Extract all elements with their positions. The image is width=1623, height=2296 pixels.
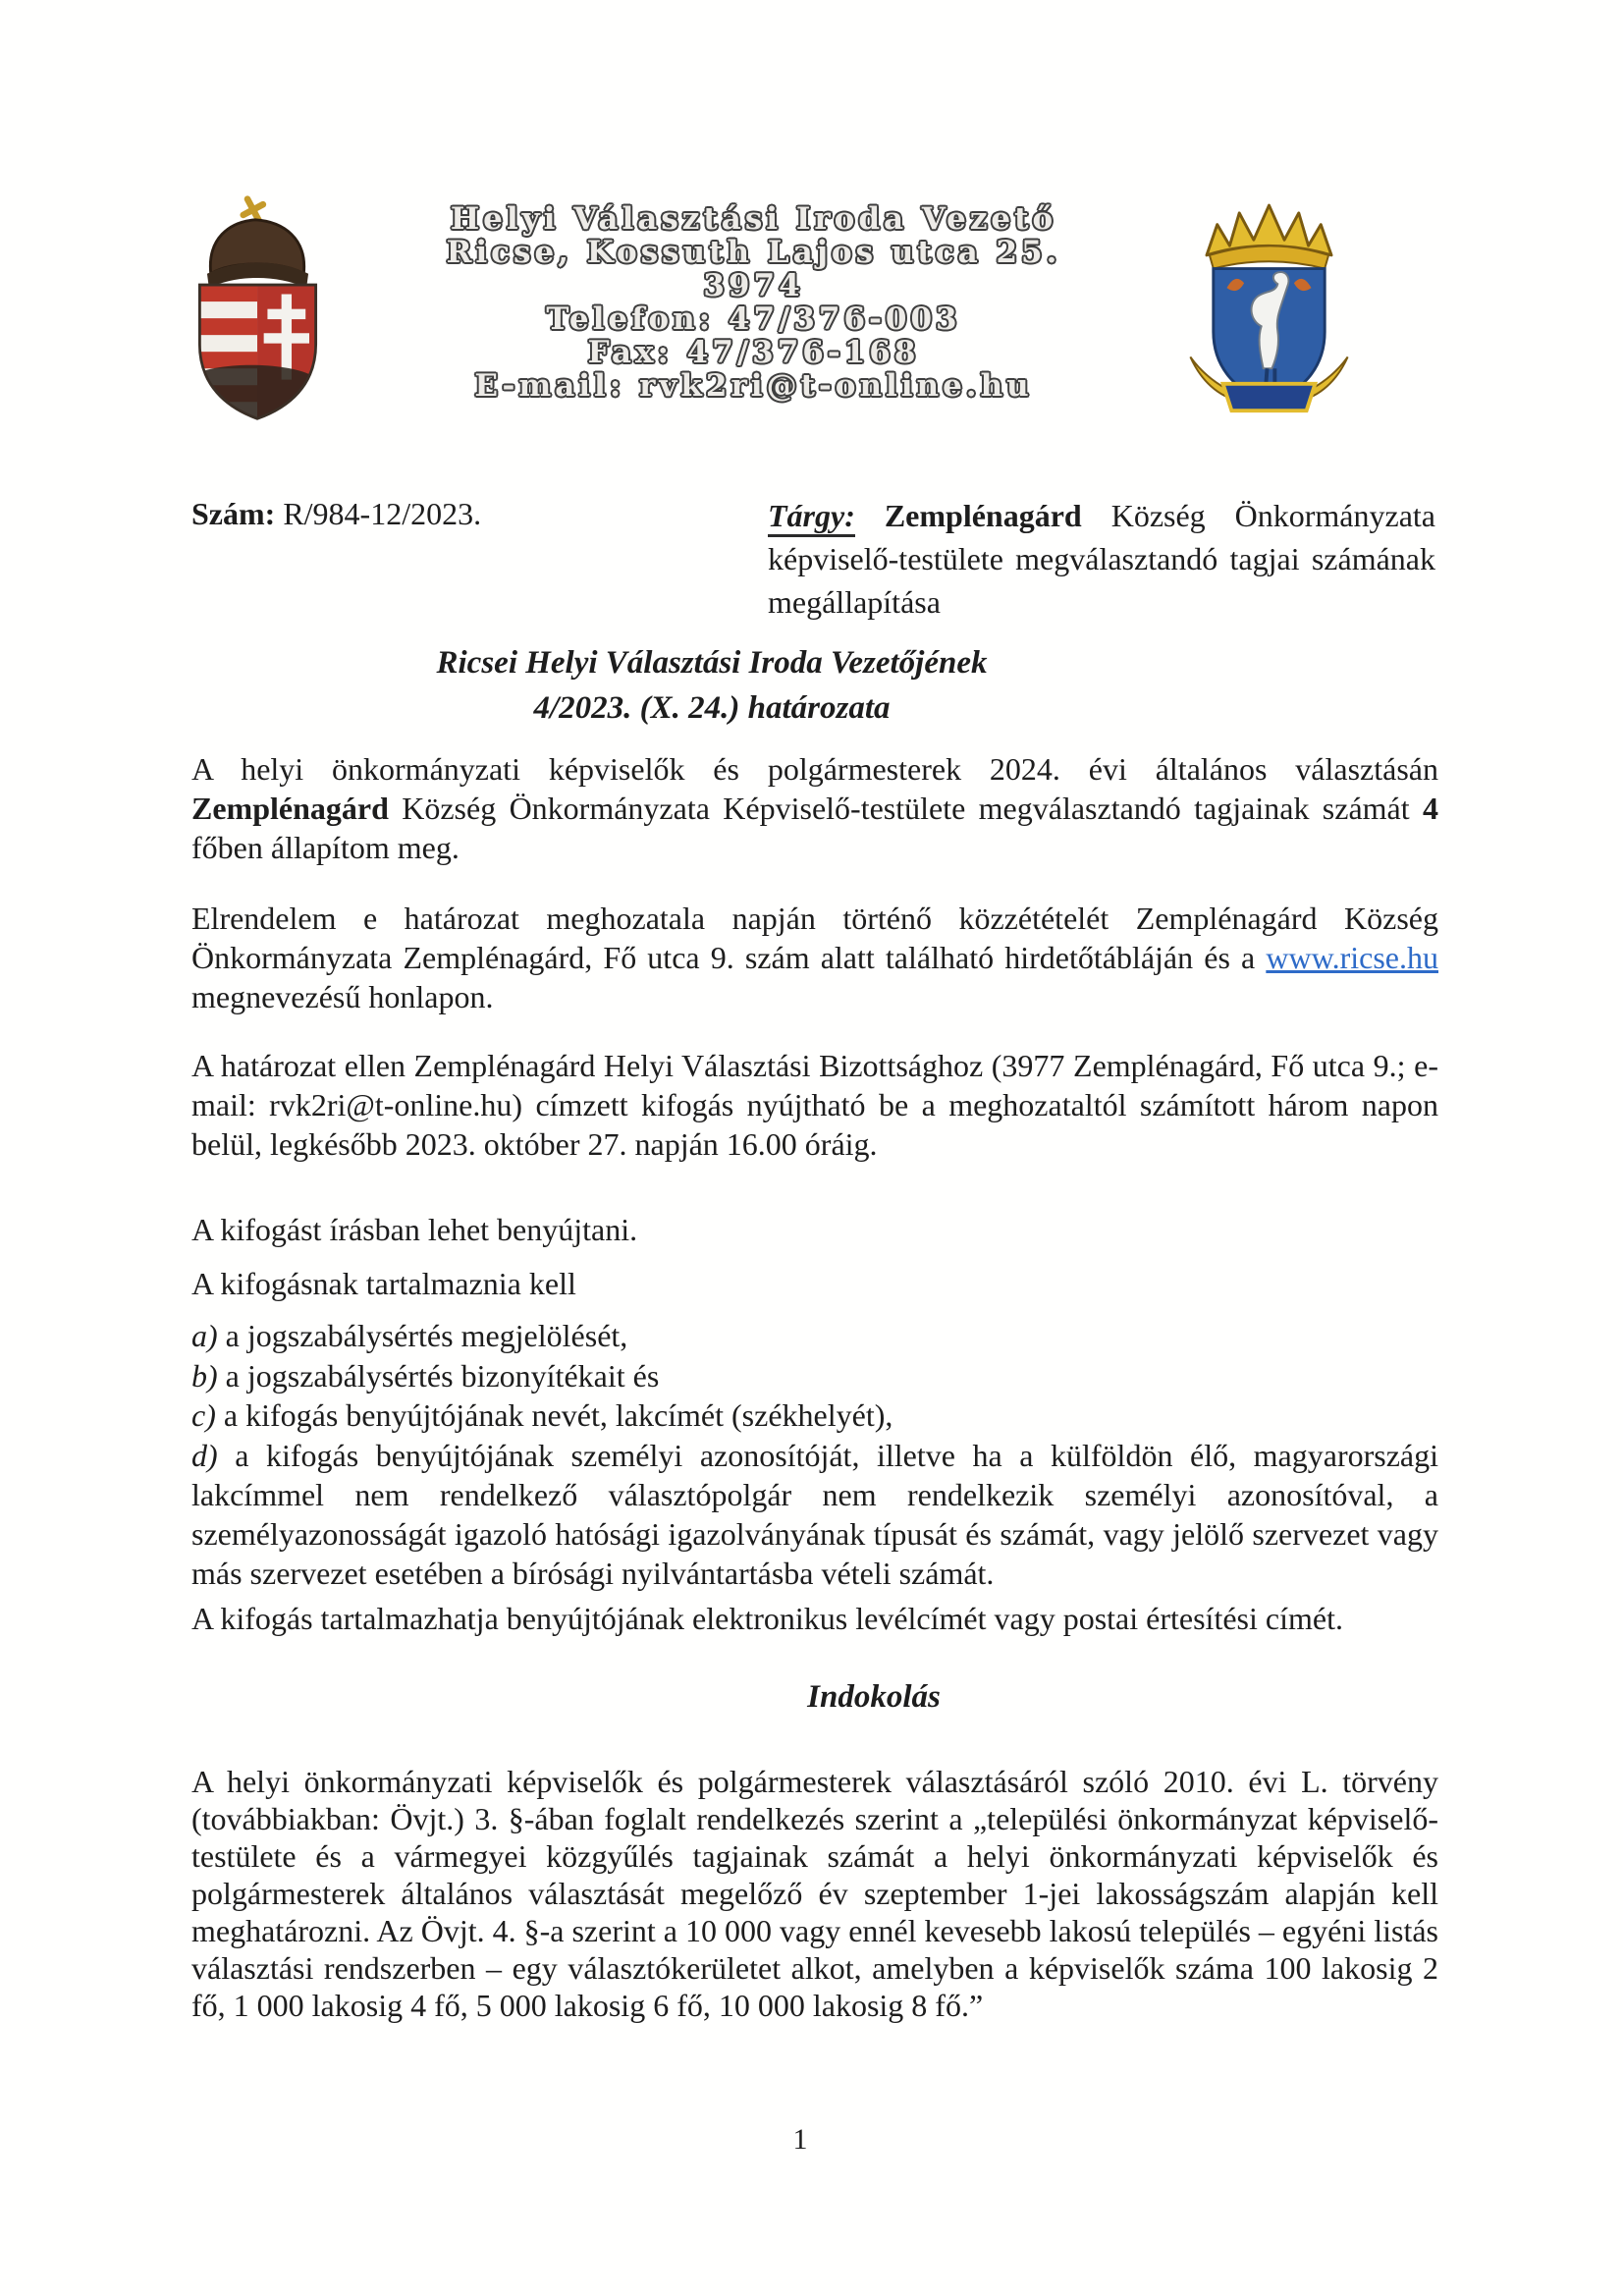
letterhead-office-title: Helyi Választási Iroda Vezető bbox=[450, 201, 1057, 237]
subject-block bbox=[768, 494, 1435, 624]
paragraph-decision-text: A helyi önkormányzati képviselők és polgármesterek 2024. évi általános választásán bbox=[191, 751, 1438, 787]
list-item-c-marker: c) bbox=[191, 1397, 216, 1433]
paragraph-decision bbox=[191, 749, 1438, 867]
letterhead-address: Ricse, Kossuth Lajos utca 25. bbox=[446, 235, 1061, 270]
reference-value: R/984-12/2023. bbox=[275, 496, 482, 531]
village-coat-of-arms-icon bbox=[1163, 194, 1375, 432]
list-item-a bbox=[191, 1316, 1438, 1355]
list-item-c bbox=[191, 1395, 1438, 1435]
paragraph-appeal: A határozat ellen Zemplénagárd Helyi Választási Bizottsághoz (3977 Zemplénagárd, Fő utca 9.; e-mail: rvk2ri@t-online.hu) címzett kifogás nyújtható be a meghozataltól számított három napon belül, legkésőbb 2023. október 27. napján 16.00 óráig. bbox=[191, 1048, 1438, 1162]
list-item-a-marker: a) bbox=[191, 1318, 218, 1353]
reference-label: Szám: bbox=[191, 496, 276, 531]
decision-title-line1: Ricsei Helyi Választási Iroda Vezetőjének bbox=[436, 645, 988, 681]
reference-number bbox=[191, 494, 481, 533]
decision-title-line2: 4/2023. (X. 24.) határozata bbox=[533, 690, 891, 726]
list-item-a-text: a jogszabálysértés megjelölését, bbox=[217, 1318, 628, 1353]
paragraph-publication bbox=[191, 899, 1438, 1016]
paragraph-decision-text3: főben állapítom meg. bbox=[191, 830, 460, 865]
list-item-d-marker: d) bbox=[191, 1438, 218, 1473]
section-heading-indokolas: Indokolás bbox=[807, 1679, 941, 1715]
list-item-c-text: a kifogás benyújtójának nevét, lakcímét (székhelyét), bbox=[215, 1397, 893, 1433]
subject-label: Tárgy: bbox=[768, 498, 855, 537]
letterhead-email: E-mail: rvk2ri@t-online.hu bbox=[474, 368, 1033, 404]
letterhead bbox=[358, 202, 1149, 403]
subject-municipality: Zemplénagárd bbox=[854, 498, 1082, 533]
letterhead-fax: Fax: 47/376-168 bbox=[587, 335, 920, 370]
list-item-b-text: a jogszabálysértés bizonyítékait és bbox=[217, 1358, 660, 1394]
subject-text: Község Önkormányzata képviselő-testülete megválasztandó tagjai számának megállapítása bbox=[768, 498, 1436, 620]
decision-title bbox=[88, 640, 1335, 731]
paragraph-decision-text2: Község Önkormányzata Képviselő-testülete megválasztandó tagjainak számát bbox=[388, 791, 1423, 826]
paragraph-written-form: A kifogást írásban lehet benyújtani. bbox=[191, 1212, 638, 1247]
list-item-d-text: a kifogás benyújtójának személyi azonosítóját, illetve ha a külföldön élő, magyarországi lakcímmel nem rendelkező választópolgár nem rendelkezik személyi azonosítóval, a személyazonosságát igazoló hatósági igazolványának típusát és számát, vagy jelölő szervezet vagy más szervezet esetében a bírósági nyilvántartásba vételi számát. bbox=[191, 1438, 1438, 1591]
paragraph-publication-text2: megnevezésű honlapon. bbox=[191, 979, 494, 1014]
list-item-b bbox=[191, 1356, 1438, 1395]
paragraph-decision-member-count: 4 bbox=[1423, 791, 1438, 826]
list-item-b-marker: b) bbox=[191, 1358, 218, 1394]
paragraph-justification: A helyi önkormányzati képviselők és polgármesterek választásáról szóló 2010. évi L. törvény (továbbiakban: Övjt.) 3. §-ában foglalt rendelkezés szerint a „települési önkormányzat képviselő-testülete és a vármegyei közgyűlés tagjainak számát a helyi önkormányzati képviselők és polgármesterek általános választását megelőző év szeptember 1-jei lakosságszám alapján kell meghatározni. Az Övjt. 4. §-a szerint a 10 000 vagy ennél kevesebb lakosú település – egyéni listás választási rendszerben – egy választókerületet alkot, amelyben a képviselők száma 100 lakosig 2 fő, 1 000 lakosig 4 fő, 5 000 lakosig 6 fő, 10 000 lakosig 8 fő.” bbox=[191, 1764, 1438, 2023]
paragraph-decision-municipality: Zemplénagárd bbox=[191, 791, 389, 826]
hungarian-coat-of-arms-icon bbox=[172, 191, 344, 432]
paragraph-optional-contact: A kifogás tartalmazhatja benyújtójának elektronikus levélcímét vagy postai értesítési címét. bbox=[191, 1601, 1343, 1636]
list-item-d bbox=[191, 1436, 1438, 1593]
letterhead-postal-code: 3974 bbox=[703, 268, 804, 303]
letterhead-phone: Telefon: 47/376-003 bbox=[546, 301, 961, 337]
paragraph-must-contain: A kifogásnak tartalmaznia kell bbox=[191, 1266, 576, 1301]
page-number: 1 bbox=[792, 2123, 808, 2156]
paragraph-publication-text: Elrendelem e határozat meghozatala napján történő közzétételét Zemplénagárd Község Önkormányzata Zemplénagárd, Fő utca 9. szám alatt található hirdetőtábláján és a bbox=[191, 901, 1438, 975]
website-link[interactable]: www.ricse.hu bbox=[1266, 940, 1438, 975]
